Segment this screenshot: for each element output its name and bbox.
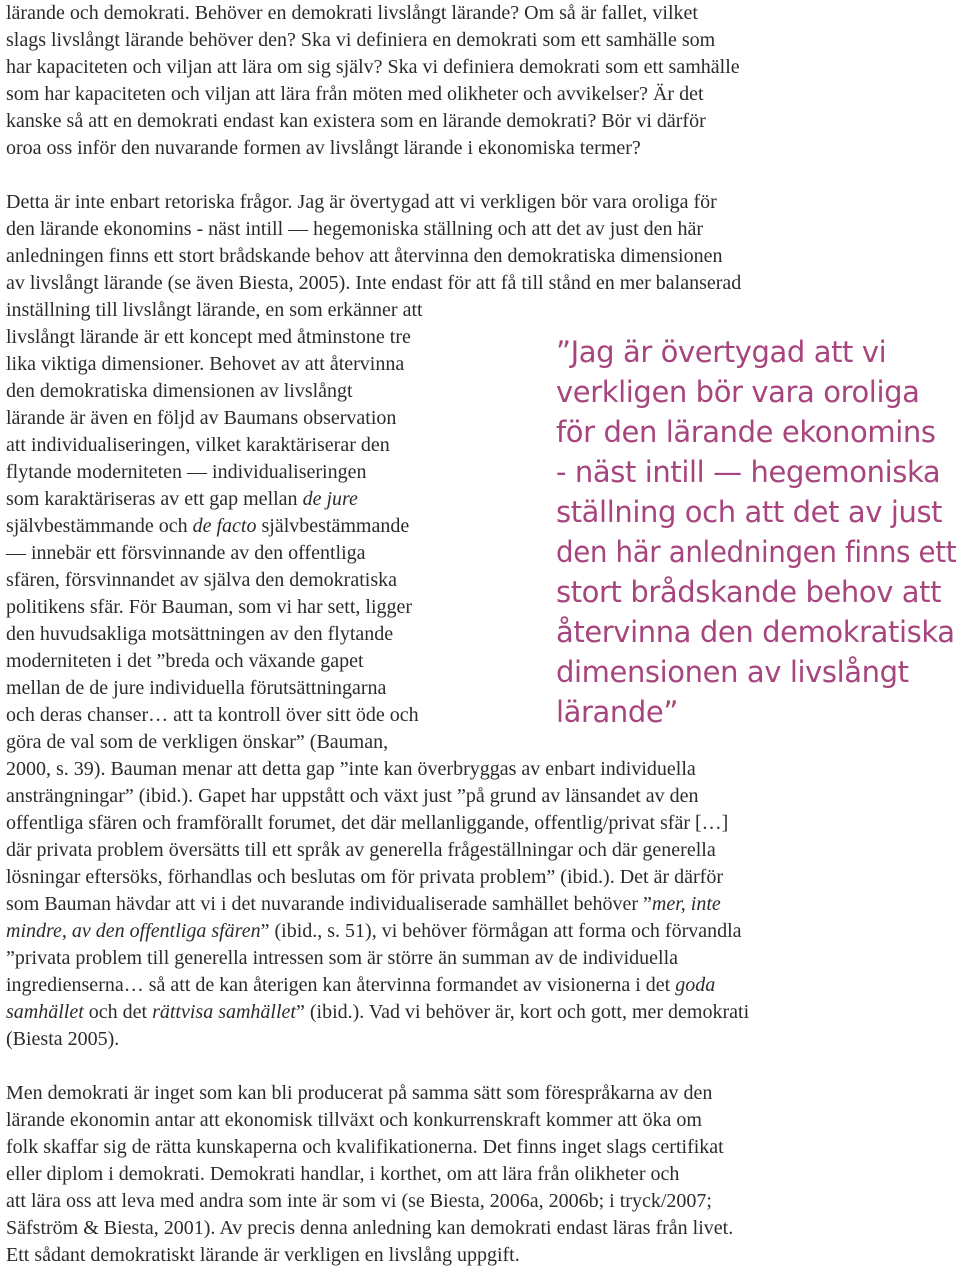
text-line: där privata problem översätts till ett språk av generella frågeställningar och där generella — [6, 839, 716, 861]
text-line: Detta är inte enbart retoriska frågor. Jag är övertygad att vi verkligen bör vara oroliga för — [6, 191, 717, 213]
italic-term: de facto — [192, 515, 257, 537]
text-line: flytande moderniteten — individualiseringen — [6, 461, 367, 483]
text-line: oroa oss inför den nuvarande formen av livslångt lärande i ekonomiska termer? — [6, 137, 641, 159]
text-line: den huvudsakliga motsättningen av den flytande — [6, 623, 394, 645]
pull-quote-line: ställning och att det av just — [556, 495, 943, 529]
italic-term: de jure — [302, 488, 358, 510]
text-line: offentliga sfären och framförallt forumet, det där mellanliggande, offentlig/privat sfär […] — [6, 812, 729, 834]
pull-quote-line: ”Jag är övertygad att vi — [556, 335, 887, 369]
text-line: ”privata problem till generella intressen som är större än summan av de individuella — [6, 947, 679, 969]
text-line: moderniteten i det ”breda och växande gapet — [6, 650, 364, 672]
text-line: folk skaffar sig de rätta kunskaperna och kvalifikationerna. Det finns inget slags certifikat — [6, 1136, 724, 1158]
text-line — [6, 891, 721, 918]
text-line: den demokratiska dimensionen av livslångt — [6, 380, 353, 402]
text-span: självbestämmande och — [6, 515, 188, 537]
text-span: som karaktäriseras av ett gap mellan — [6, 488, 298, 510]
text-span: ” (ibid.). Vad vi behöver är, kort och gott, mer demokrati — [295, 1001, 750, 1023]
text-line: göra de val som de verkligen önskar” (Bauman, — [6, 731, 389, 753]
text-line: att individualiseringen, vilket karaktäriserar den — [6, 434, 390, 456]
text-span: självbestämmande — [261, 515, 410, 537]
text-line — [6, 999, 749, 1026]
text-line — [6, 486, 358, 513]
text-line: ansträngningar” (ibid.). Gapet har uppstått och växt just ”på grund av länsandet av den — [6, 785, 699, 807]
pull-quote-line: för den lärande ekonomins — [556, 415, 936, 449]
italic-term: samhället — [6, 1001, 84, 1023]
text-line: lärande är även en följd av Baumans observation — [6, 407, 397, 429]
pull-quote-line: verkligen bör vara oroliga — [556, 375, 920, 409]
text-line: lärande ekonomin antar att ekonomisk tillväxt och konkurrenskraft kommer att öka om — [6, 1109, 702, 1131]
text-line: Men demokrati är inget som kan bli producerat på samma sätt som förespråkarna av den — [6, 1082, 713, 1104]
text-line: slags livslångt lärande behöver den? Ska vi definiera en demokrati som ett samhälle som — [6, 29, 716, 51]
italic-quote: mer, inte — [651, 893, 721, 915]
text-span: ingredienserna… så att de kan återigen kan återvinna formandet av visionerna i det — [6, 974, 671, 996]
italic-quote: mindre, av den offentliga sfären — [6, 920, 261, 942]
text-line: lika viktiga dimensioner. Behovet av att återvinna — [6, 353, 405, 375]
pull-quote-line: - näst intill — hegemoniska — [556, 455, 941, 489]
italic-term: rättvisa samhället — [152, 1001, 296, 1023]
text-line: har kapaciteten och viljan att lära om sig själv? Ska vi definiera demokrati som ett samhälle — [6, 56, 740, 78]
text-line: politikens sfär. För Bauman, som vi har sett, ligger — [6, 596, 413, 618]
pull-quote-line: återvinna den demokratiska — [556, 615, 955, 649]
text-line: Ett sådant demokratiskt lärande är verkligen en livslång uppgift. — [6, 1244, 520, 1266]
text-line: inställning till livslångt lärande, en som erkänner att — [6, 299, 423, 321]
text-line: den lärande ekonomins - näst intill — hegemoniska ställning och att det av just den här — [6, 218, 704, 240]
text-line — [6, 972, 715, 999]
text-line: lösningar eftersöks, förhandlas och beslutas om för privata problem” (ibid.). Det är därför — [6, 866, 723, 888]
text-line: lärande och demokrati. Behöver en demokrati livslångt lärande? Om så är fallet, vilket — [6, 2, 698, 24]
text-line: — innebär ett försvinnande av den offentliga — [6, 542, 366, 564]
text-line — [6, 513, 409, 540]
text-line: kanske så att en demokrati endast kan existera som en lärande demokrati? Bör vi därför — [6, 110, 706, 132]
pull-quote-line: lärande” — [556, 695, 678, 729]
text-line: anledningen finns ett stort brådskande behov att återvinna den demokratiska dimensionen — [6, 245, 723, 267]
text-line: 2000, s. 39). Bauman menar att detta gap ”inte kan överbryggas av enbart individuella — [6, 758, 696, 780]
text-line: eller diplom i demokrati. Demokrati handlar, i korthet, om att lära från olikheter och — [6, 1163, 680, 1185]
text-line: som har kapaciteten och viljan att lära från möten med olikheter och avvikelser? Är det — [6, 83, 704, 105]
text-line: mellan de de jure individuella förutsättningarna — [6, 677, 387, 699]
text-span: som Bauman hävdar att vi i det nuvarande individualiserade samhället behöver ” — [6, 893, 652, 915]
text-line: sfären, försvinnandet av själva den demokratiska — [6, 569, 397, 591]
text-line — [6, 918, 742, 945]
text-line: av livslångt lärande (se även Biesta, 2005). Inte endast för att få till stånd en mer balanserad — [6, 272, 742, 294]
italic-term: goda — [675, 974, 716, 996]
pull-quote-line: dimensionen av livslångt — [556, 655, 909, 689]
text-span: ” (ibid., s. 51), vi behöver förmågan att forma och förvandla — [260, 920, 742, 942]
text-line: och deras chanser… att ta kontroll över sitt öde och — [6, 704, 419, 726]
text-line: (Biesta 2005). — [6, 1028, 120, 1050]
text-line: Säfström & Biesta, 2001). Av precis denna anledning kan demokrati endast läras från livet. — [6, 1217, 734, 1239]
text-span: och det — [88, 1001, 148, 1023]
pull-quote-line: den här anledningen finns ett — [556, 535, 957, 569]
text-line: livslångt lärande är ett koncept med åtminstone tre — [6, 326, 411, 348]
pull-quote-line: stort brådskande behov att — [556, 575, 942, 609]
text-line: att lära oss att leva med andra som inte är som vi (se Biesta, 2006a, 2006b; i tryck/2007; — [6, 1190, 712, 1212]
